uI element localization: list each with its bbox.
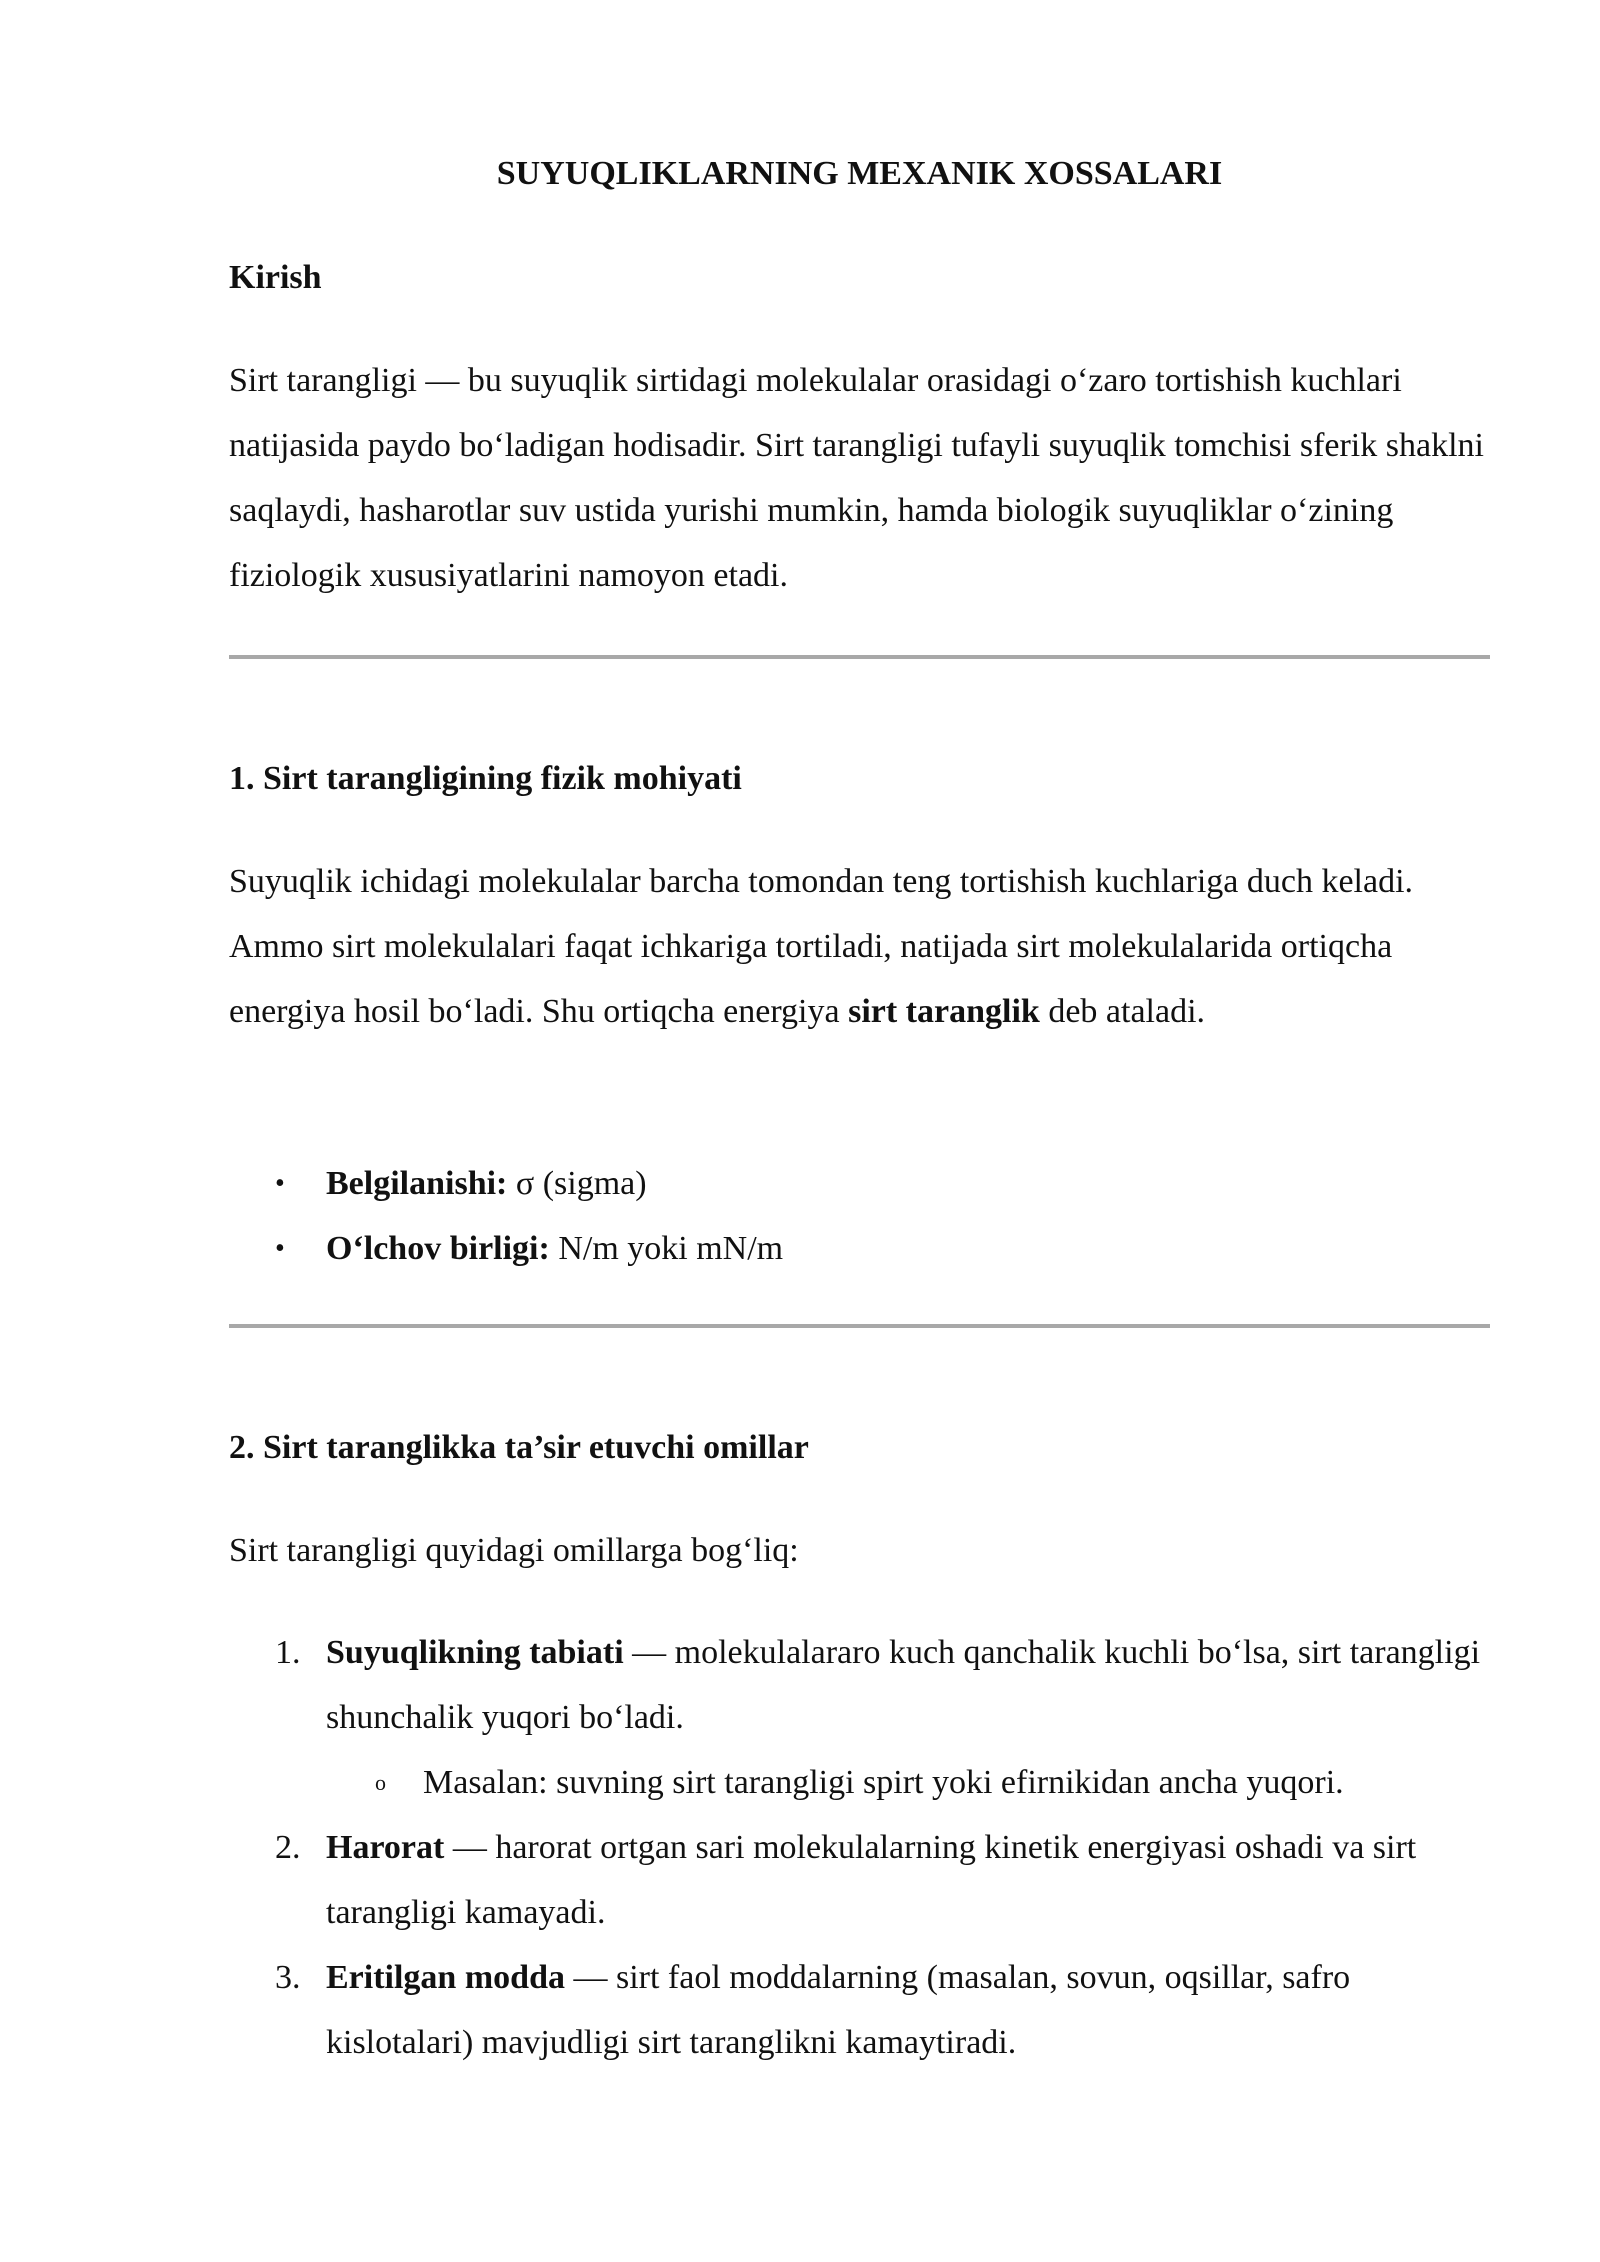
section2-numbered-list xyxy=(229,1620,1490,2075)
sub-bullet-marker: o xyxy=(375,1770,386,1795)
list-item xyxy=(229,1620,1490,1815)
section2-heading: 2. Sirt taranglikka ta’sir etuvchi omillar xyxy=(229,1429,809,1466)
list-item-text: — harorat ortgan sari molekulalarning kinetik energiyasi oshadi va sirt tarangligi kamayadi. xyxy=(326,1829,1417,1931)
section1-text-before: Suyuqlik ichidagi molekulalar barcha tomondan teng tortishish kuchlariga duch keladi. Ammo sirt molekulalari faqat ichkariga tortiladi, natijada sirt molekulalarida ortiqcha energiya hosil bo‘ladi. Shu ortiqcha energiya xyxy=(229,863,1414,1030)
document-title: SUYUQLIKLARNING MEXANIK XOSSALARI xyxy=(496,155,1223,192)
bullet-marker: • xyxy=(275,1233,285,1264)
intro-heading: Kirish xyxy=(229,259,322,296)
list-item-text: — molekulalararo kuch qanchalik kuchli bo‘lsa, sirt tarangligi shunchalik yuqori bo‘ladi. xyxy=(326,1634,1481,1736)
section1-term: sirt taranglik xyxy=(848,993,1040,1030)
bullet-label: Belgilanishi: xyxy=(326,1165,508,1202)
intro-paragraph: Sirt tarangligi — bu suyuqlik sirtidagi molekulalar orasidagi o‘zaro tortishish kuchlari natijasida paydo bo‘ladigan hodisadir. Sirt tarangligi tufayli suyuqlik tomchisi sferik shaklni saqlaydi, hasharotlar suv ustida yurishi mumkin, hamda biologik suyuqliklar o‘zining fiziologik xususiyatlarini namoyon etadi. xyxy=(229,362,1484,594)
list-item-label: Suyuqlikning tabiati xyxy=(326,1634,624,1671)
list-item xyxy=(229,1216,1490,1281)
section-divider xyxy=(229,655,1490,659)
list-item-label: Eritilgan modda xyxy=(326,1959,565,1996)
list-item xyxy=(229,1151,1490,1216)
list-number: 2. xyxy=(275,1829,301,1866)
section1-heading: 1. Sirt tarangligining fizik mohiyati xyxy=(229,760,742,797)
list-number: 3. xyxy=(275,1959,301,1996)
section-divider xyxy=(229,1324,1490,1328)
sub-list-item-text: Masalan: suvning sirt tarangligi spirt yoki efirnikidan ancha yuqori. xyxy=(423,1764,1344,1801)
bullet-value: N/m yoki mN/m xyxy=(549,1230,784,1267)
section1-text-after: deb ataladi. xyxy=(1039,993,1206,1030)
section2-intro: Sirt tarangligi quyidagi omillarga bog‘liq: xyxy=(229,1532,799,1569)
list-item-text: — sirt faol moddalarning (masalan, sovun, oqsillar, safro kislotalari) mavjudligi sirt taranglikni kamaytiradi. xyxy=(326,1959,1351,2061)
list-number: 1. xyxy=(275,1634,301,1671)
list-item-label: Harorat xyxy=(326,1829,445,1866)
list-item xyxy=(229,1945,1490,2075)
bullet-label: O‘lchov birligi: xyxy=(326,1230,550,1267)
list-item xyxy=(229,1815,1490,1945)
bullet-value: σ (sigma) xyxy=(507,1165,647,1202)
section1-paragraph xyxy=(229,849,1490,1044)
sub-list xyxy=(326,1750,1490,1815)
section1-bullet-list xyxy=(229,1151,1490,1281)
bullet-marker: • xyxy=(275,1168,285,1199)
sub-list-item xyxy=(326,1750,1490,1815)
